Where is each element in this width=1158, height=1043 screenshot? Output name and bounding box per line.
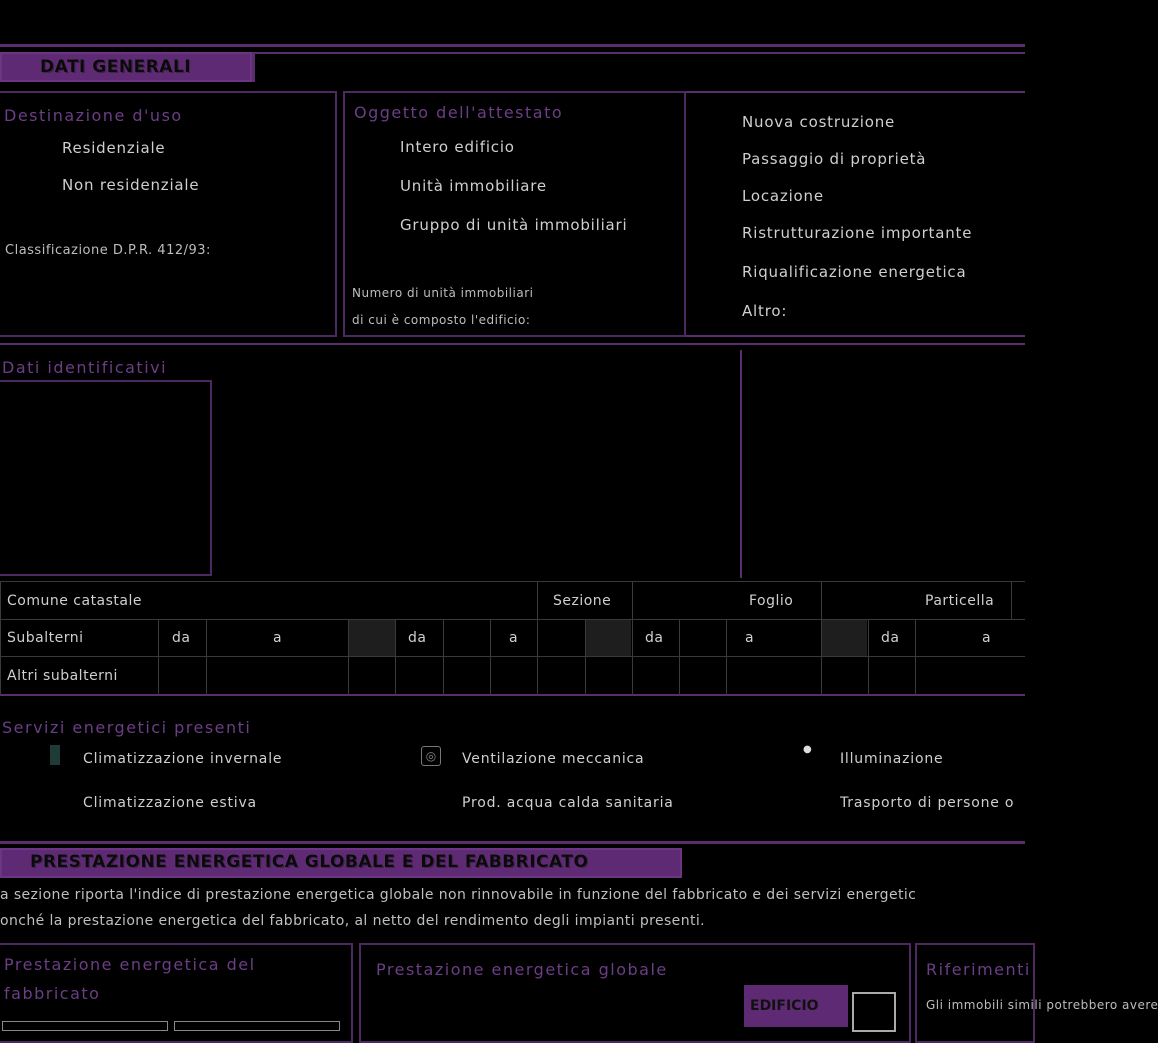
catasto-rule-2 bbox=[0, 619, 1025, 620]
numero-unita-label: Numero di unità immobiliari bbox=[352, 286, 534, 300]
section1-top-rule bbox=[0, 44, 1025, 47]
identificativi-top-rule bbox=[0, 343, 1025, 345]
riferimenti-heading: Riferimenti bbox=[926, 960, 1031, 979]
subalterni-shade-1 bbox=[349, 620, 395, 656]
photo-box bbox=[0, 380, 212, 576]
section1-title: DATI GENERALI bbox=[40, 57, 192, 77]
catasto-bottom-rule bbox=[0, 694, 1025, 696]
motivo-ristrutturazione[interactable]: Ristrutturazione importante bbox=[742, 224, 973, 242]
oggetto-box bbox=[343, 91, 686, 337]
sub-a-2: a bbox=[509, 630, 519, 646]
sub-vline-13 bbox=[868, 619, 869, 695]
option-non-residenziale[interactable]: Non residenziale bbox=[62, 176, 200, 194]
section1-bar-edge bbox=[252, 52, 255, 82]
illuminazione-icon: ● bbox=[803, 744, 812, 755]
motivo-nuova-costruzione[interactable]: Nuova costruzione bbox=[742, 113, 896, 131]
option-gruppo-unita[interactable]: Gruppo di unità immobiliari bbox=[400, 216, 628, 234]
oggetto-heading: Oggetto dell'attestato bbox=[354, 103, 564, 122]
classificazione-label: Classificazione D.P.R. 412/93: bbox=[5, 243, 211, 258]
sub-da-4: da bbox=[881, 630, 900, 646]
catasto-vline-sezione-end bbox=[632, 581, 633, 619]
section2-top-rule bbox=[0, 841, 1025, 844]
catasto-rule-1 bbox=[0, 581, 1025, 582]
sub-a-3: a bbox=[745, 630, 755, 646]
sub-da-1: da bbox=[172, 630, 191, 646]
sub-a-4: a bbox=[982, 630, 992, 646]
sub-vline-4 bbox=[395, 619, 396, 695]
destinazione-heading: Destinazione d'uso bbox=[4, 106, 183, 125]
motivazioni-top-rule bbox=[686, 91, 1025, 93]
sub-vline-5 bbox=[443, 619, 444, 695]
servizio-climatizzazione-estiva: Climatizzazione estiva bbox=[83, 795, 257, 811]
sezione-label: Sezione bbox=[553, 593, 612, 609]
sub-vline-9 bbox=[632, 619, 633, 695]
globale-heading: Prestazione energetica globale bbox=[376, 960, 668, 979]
option-intero-edificio[interactable]: Intero edificio bbox=[400, 138, 515, 156]
motivo-riqualificazione[interactable]: Riqualificazione energetica bbox=[742, 263, 967, 281]
sub-vline-6 bbox=[490, 619, 491, 695]
motivo-passaggio-proprieta[interactable]: Passaggio di proprietà bbox=[742, 150, 927, 168]
identificativi-heading: Dati identificativi bbox=[2, 358, 168, 377]
sub-vline-2 bbox=[206, 619, 207, 695]
servizio-acqua-calda: Prod. acqua calda sanitaria bbox=[462, 795, 674, 811]
sub-da-3: da bbox=[645, 630, 664, 646]
identificativi-divider bbox=[740, 350, 742, 578]
section1-bar-rule bbox=[252, 52, 1025, 54]
fabbricato-heading-2: fabbricato bbox=[4, 984, 101, 1003]
catasto-vline-0 bbox=[0, 581, 1, 695]
particella-label: Particella bbox=[925, 593, 995, 609]
option-unita-immobiliare[interactable]: Unità immobiliare bbox=[400, 177, 547, 195]
foglio-label: Foglio bbox=[749, 593, 794, 609]
sub-vline-11 bbox=[726, 619, 727, 695]
sub-vline-12 bbox=[821, 619, 822, 695]
section2-title: PRESTAZIONE ENERGETICA GLOBALE E DEL FABBRICATO bbox=[30, 852, 589, 872]
sub-vline-8 bbox=[585, 619, 586, 695]
servizio-trasporto: Trasporto di persone o bbox=[840, 795, 1015, 811]
section2-paragraph-1: a sezione riporta l'indice di prestazione energetica globale non rinnovabile in funzione del fabbricato e dei servizi energetic bbox=[0, 887, 917, 903]
section2-paragraph-2: onché la prestazione energetica del fabbricato, al netto del rendimento degli impianti presenti. bbox=[0, 913, 705, 929]
fabbricato-input-1[interactable] bbox=[2, 1021, 168, 1031]
destinazione-box bbox=[0, 91, 337, 337]
riferimenti-note: Gli immobili simili potrebbero avere bbox=[926, 998, 1158, 1012]
subalterni-label: Subalterni bbox=[7, 630, 84, 646]
motivo-locazione[interactable]: Locazione bbox=[742, 187, 824, 205]
comune-catastale-label: Comune catastale bbox=[7, 593, 142, 609]
motivazioni-bottom-rule bbox=[686, 335, 1025, 337]
catasto-vline-sezione bbox=[537, 581, 538, 619]
sub-vline-1 bbox=[158, 619, 159, 695]
servizi-heading: Servizi energetici presenti bbox=[2, 718, 252, 737]
altri-subalterni-label: Altri subalterni bbox=[7, 668, 118, 684]
subalterni-shade-2 bbox=[585, 620, 631, 656]
climatizzazione-invernale-icon bbox=[50, 745, 60, 765]
option-residenziale[interactable]: Residenziale bbox=[62, 139, 166, 157]
sub-da-2: da bbox=[408, 630, 427, 646]
catasto-vline-foglio-end bbox=[821, 581, 822, 619]
sub-vline-3 bbox=[348, 619, 349, 695]
subalterni-shade-3 bbox=[821, 620, 867, 656]
composto-label: di cui è composto l'edificio: bbox=[352, 313, 531, 327]
catasto-rule-3 bbox=[0, 656, 1025, 657]
riferimenti-box bbox=[915, 943, 1035, 1043]
catasto-vline-particella-end bbox=[1011, 581, 1012, 619]
ventilazione-icon: ◎ bbox=[421, 746, 441, 766]
sub-vline-14 bbox=[915, 619, 916, 695]
fabbricato-heading-1: Prestazione energetica del bbox=[4, 955, 256, 974]
sub-a-1: a bbox=[273, 630, 283, 646]
sub-vline-7 bbox=[537, 619, 538, 695]
edificio-class-box bbox=[852, 992, 896, 1032]
servizio-illuminazione: Illuminazione bbox=[840, 751, 944, 767]
fabbricato-input-2[interactable] bbox=[174, 1021, 340, 1031]
motivo-altro[interactable]: Altro: bbox=[742, 302, 788, 320]
servizio-climatizzazione-invernale: Climatizzazione invernale bbox=[83, 751, 283, 767]
sub-vline-10 bbox=[679, 619, 680, 695]
edificio-label: EDIFICIO bbox=[750, 998, 819, 1014]
servizio-ventilazione: Ventilazione meccanica bbox=[462, 751, 645, 767]
